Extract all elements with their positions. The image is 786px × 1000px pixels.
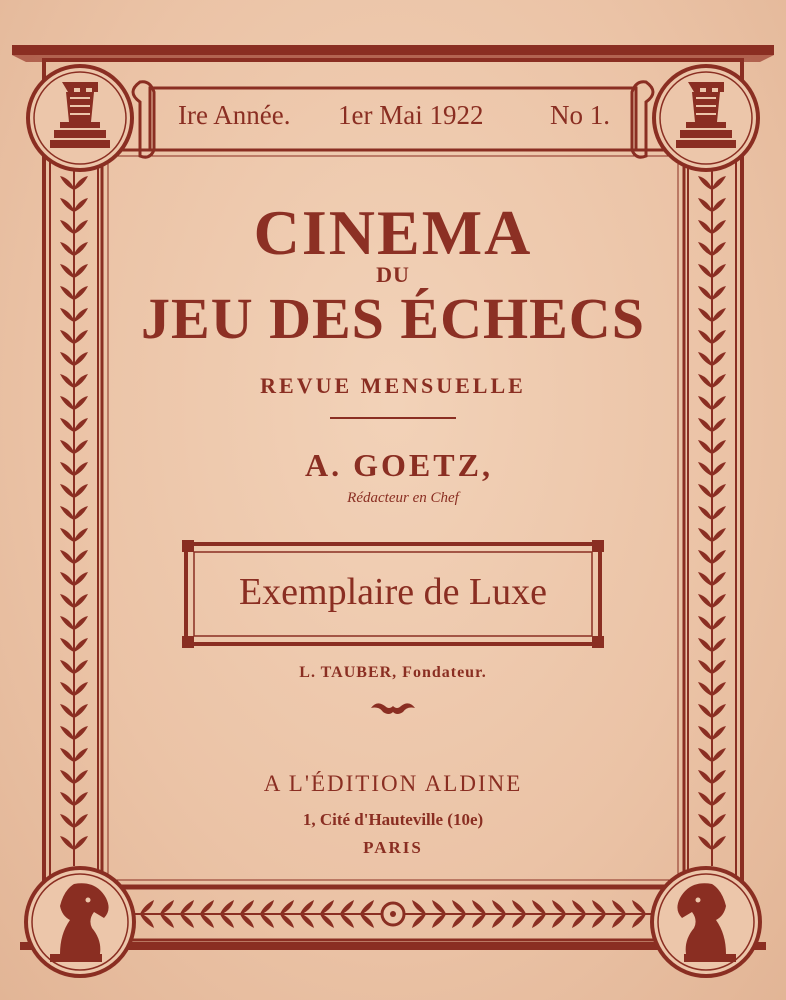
publisher-city: PARIS [363,838,423,857]
issue-date: 1er Mai 1922 [338,100,484,130]
editor-role: Rédacteur en Chef [347,490,459,506]
founder: L. TAUBER, Fondateur. [299,664,487,681]
issue-number: No 1. [550,100,610,130]
title-line-2: JEU DES ÉCHECS [141,286,645,351]
title-connector: DU [376,262,410,287]
publisher-name: A L'ÉDITION ALDINE [263,771,523,796]
edition-label: Exemplaire de Luxe [238,571,548,613]
fleuron-icon [371,703,415,714]
subtitle: REVUE MENSUELLE [260,373,526,398]
editor-name: A. GOETZ, [305,447,493,483]
issue-year: Ire Année. [178,100,291,130]
publisher-address: 1, Cité d'Hauteville (10e) [302,810,484,829]
title-line-1: CINEMA [253,197,533,268]
top-cornice [12,45,774,55]
